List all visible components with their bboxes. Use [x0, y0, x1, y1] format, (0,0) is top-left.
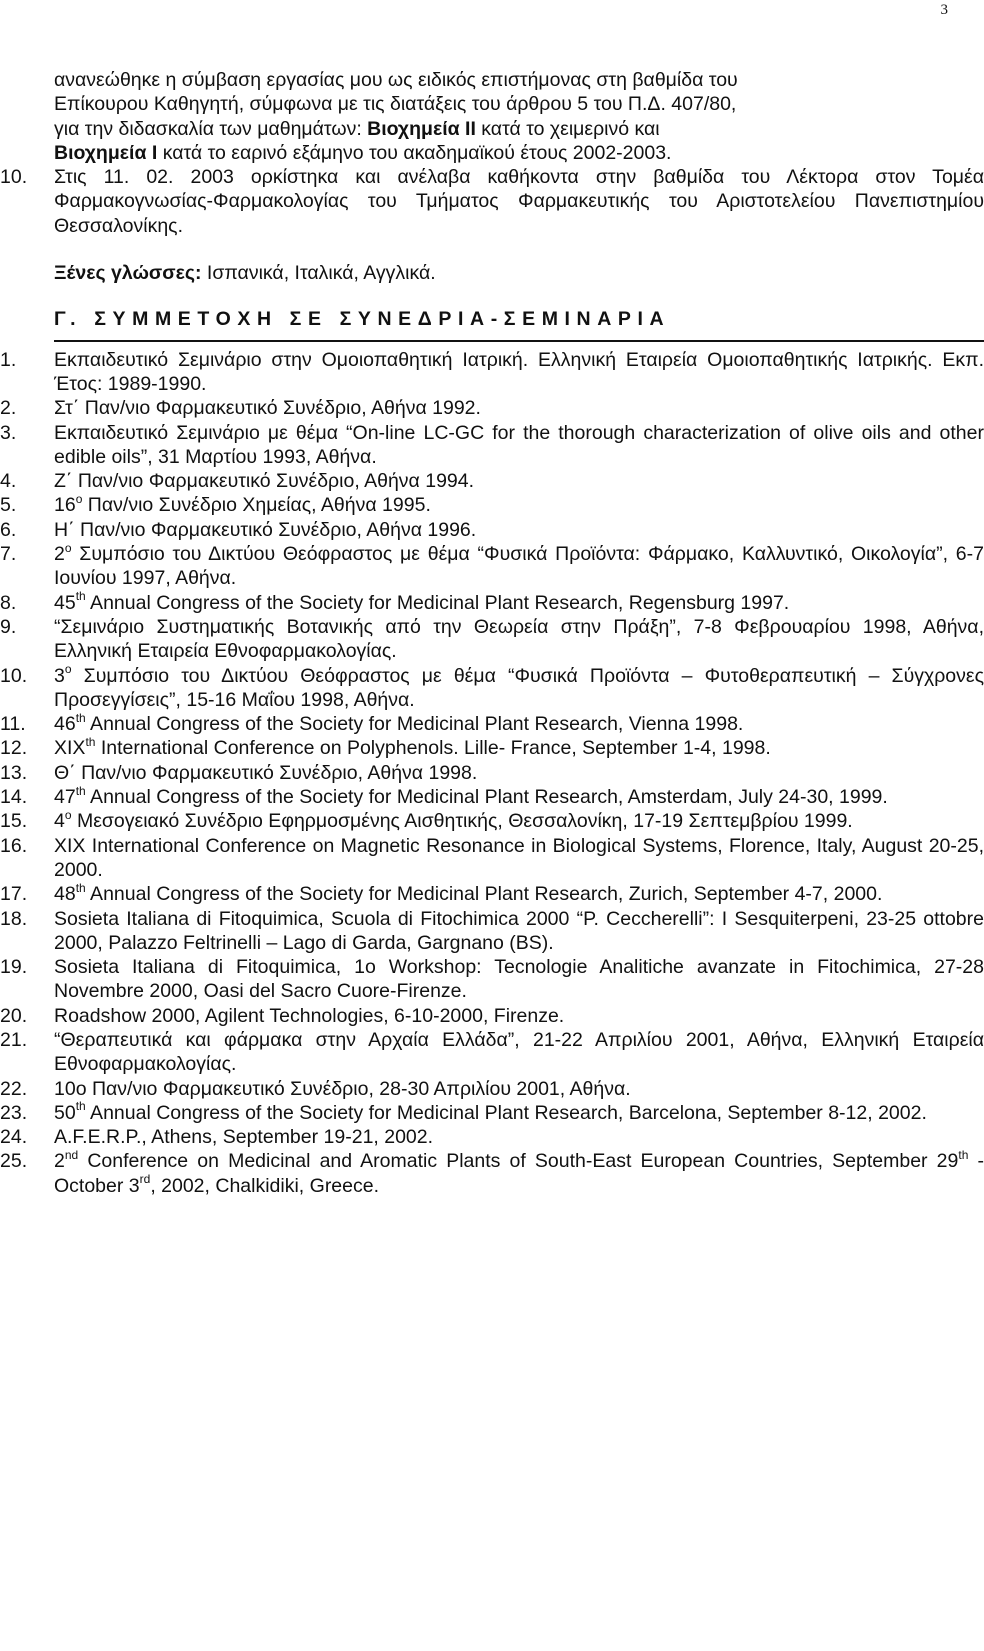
- item-text: Roadshow 2000, Agilent Technologies, 6-10-2000, Firenze.: [54, 1004, 565, 1027]
- career-item-10: [0, 165, 984, 238]
- foreign-languages: [54, 261, 984, 285]
- conference-item: [0, 421, 984, 470]
- item-number: 18.: [0, 907, 28, 930]
- item-text: Sosieta Italiana di Fitoquimica, Scuola di Fitochimica 2000 “P. Ceccherelli”: I Sesquiterpeni, 23-25 ottobre 2000, Palazzo Feltrinelli – Lago di Garda, Gargnano (BS).: [54, 907, 984, 954]
- item-number: 13.: [0, 761, 28, 784]
- item-text: $2^o$ Συμπόσιο του Δικτύου Θεόφραστος με θέμα “Φυσικά Προϊόντα: Φάρμακο, Καλλυντικό, Οικολογία”, 6-7 Ιουνίου 1997, Αθήνα.: [54, 540, 984, 590]
- item-number: 12.: [0, 737, 28, 760]
- document-body: [0, 68, 984, 1198]
- item-text: 10ο Παν/νιο Φαρμακευτικό Συνέδριο, 28-30 Απριλίου 2001, Αθήνα.: [54, 1077, 631, 1100]
- conference-item: [0, 783, 984, 809]
- item-number: 16.: [0, 834, 28, 857]
- ordinal-suffix: ο: [64, 540, 72, 555]
- item-text: “Θεραπευτικά και φάρμακα στην Αρχαία Ελλάδα”, 21-22 Απριλίου 2001, Αθήνα, Ελληνική Εταιρεία Εθνοφαρμακολογίας.: [54, 1028, 984, 1076]
- ordinal-suffix: th: [75, 589, 86, 604]
- conference-item: [0, 761, 984, 785]
- conference-item: [0, 540, 984, 591]
- item-number: 17.: [0, 883, 28, 906]
- item-text: $4^o$ Μεσογειακό Συνέδριο Εφηρμοσμένης Αισθητικής, Θεσσαλονίκη, 17-19 Σεπτεμβρίου 1999.: [54, 807, 853, 833]
- item-number: 7.: [0, 543, 17, 566]
- conference-item: [0, 348, 984, 397]
- intro-line-4: Βιοχημεία Ι κατά το εαρινό εξάμηνο του ακαδημαϊκού έτους 2002-2003.: [54, 141, 672, 164]
- ordinal-suffix: th: [75, 1099, 86, 1114]
- item-number: 2.: [0, 397, 17, 420]
- item-text: Η΄ Παν/νιο Φαρμακευτικό Συνέδριο, Αθήνα 1996.: [54, 518, 477, 541]
- ordinal-suffix: ο: [64, 807, 72, 822]
- ordinal-suffix: ο: [64, 662, 72, 677]
- item-text: 2nd Conference on Medicinal and Aromatic Plants of South-East European Countries, September 29th - October 3rd, 2002, Chalkidiki, Greece.: [54, 1147, 984, 1197]
- item-text: Εκπαιδευτικό Σεμινάριο στην Ομοιοπαθητική Ιατρική. Ελληνική Εταιρεία Ομοιοπαθητικής Ιατρικής. Εκπ. Έτος: 1989-1990.: [54, 348, 984, 395]
- item-number: 24.: [0, 1126, 28, 1149]
- conference-item: [0, 615, 984, 664]
- conference-item: [0, 834, 984, 883]
- conference-item: [0, 469, 984, 493]
- item-number: 25.: [0, 1150, 28, 1173]
- item-text: Sosieta Italiana di Fitoquimica, 1o Workshop: Tecnologie Analitiche avanzate in Fitochimica, 27-28 Novembre 2000, Oasi del Sacro Cuore-Firenze.: [54, 956, 984, 1003]
- item-text: “Σεμινάριο Συστηματικής Βοτανικής από την Θεωρεία στην Πράξη”, 7-8 Φεβρουαρίου 1998, Αθήνα, Ελληνική Εταιρεία Εθνοφαρμακολογίας.: [54, 615, 984, 663]
- item-number: 15.: [0, 810, 28, 833]
- item-number: 23.: [0, 1101, 28, 1124]
- ordinal-suffix: th: [75, 880, 86, 895]
- item-text: 46th Annual Congress of the Society for Medicinal Plant Research, Vienna 1998.: [54, 710, 744, 736]
- item-text: $3^o$ Συμπόσιο του Δικτύου Θεόφραστος με θέμα “Φυσικά Προϊόντα – Φυτοθεραπευτική – Σύγχρονες Προσεγγίσεις”, 15-16 Μαΐου 1998, Αθήνα.: [54, 662, 984, 711]
- item-number: 4.: [0, 470, 17, 493]
- conference-item: [0, 1099, 984, 1125]
- item-text: Εκπαιδευτικό Σεμινάριο με θέμα “On-line LC-GC for the thorough characterization of olive oils and other edible oils”, 31 Μαρτίου 1993, Αθήνα.: [54, 421, 984, 468]
- item-number: 20.: [0, 1004, 28, 1027]
- item-text: Θ΄ Παν/νιο Φαρμακευτικό Συνέδριο, Αθήνα 1998.: [54, 761, 478, 784]
- languages-label: Ξένες γλώσσες:: [54, 262, 202, 285]
- item-text: 47th Annual Congress of the Society for Medicinal Plant Research, Amsterdam, July 24-30, 1999.: [54, 783, 888, 809]
- intro-line-3: για την διδασκαλία των μαθημάτων: Βιοχημεία ΙΙ κατά το χειμερινό και: [54, 117, 660, 140]
- conference-item: [0, 1077, 984, 1101]
- item-number: 14.: [0, 786, 28, 809]
- conference-item: [0, 518, 984, 542]
- languages-value: Ισπανικά, Ιταλικά, Αγγλικά.: [201, 262, 436, 285]
- conference-item: [0, 1028, 984, 1077]
- ordinal-suffix: th: [75, 710, 86, 725]
- conference-item: [0, 807, 984, 833]
- ordinal-suffix: rd: [139, 1172, 151, 1187]
- item-number: 10.: [0, 166, 28, 189]
- conference-item: [0, 662, 984, 713]
- conference-item: [0, 955, 984, 1004]
- conference-item: [0, 734, 984, 760]
- item-number: 21.: [0, 1028, 28, 1051]
- item-text: XIXth International Conference on Polyphenols. Lille- France, September 1-4, 1998.: [54, 734, 771, 760]
- conference-item: [0, 710, 984, 736]
- item-number: 8.: [0, 591, 17, 614]
- page-number: 3: [940, 2, 948, 18]
- item-text: 45th Annual Congress of the Society for Medicinal Plant Research, Regensburg 1997.: [54, 589, 790, 614]
- item-number: 19.: [0, 956, 28, 979]
- conference-item: [0, 880, 984, 906]
- item-text: Στις 11. 02. 2003 ορκίστηκα και ανέλαβα καθήκοντα στην βαθμίδα του Λέκτορα στον Τομέα Φαρμακογνωσίας-Φαρμακολογίας του Τμήματος Φαρμακευτικής του Αριστοτελείου Πανεπιστημίου Θεσσαλονίκης.: [54, 166, 984, 237]
- item-text: 48th Annual Congress of the Society for Medicinal Plant Research, Zurich, September 4-7, 2000.: [54, 880, 883, 906]
- item-text: 50th Annual Congress of the Society for Medicinal Plant Research, Barcelona, September 8-12, 2002.: [54, 1099, 927, 1124]
- item-text: $16^o$ Παν/νιο Συνέδριο Χημείας, Αθήνα 1995.: [54, 491, 431, 517]
- item-text: A.F.E.R.P., Athens, September 19-21, 2002.: [54, 1126, 434, 1149]
- ordinal-suffix: ο: [75, 491, 83, 506]
- ordinal-suffix: nd: [64, 1147, 79, 1162]
- item-text: XIX International Conference on Magnetic Resonance in Biological Systems, Florence, Italy, August 20-25, 2000.: [54, 834, 984, 881]
- ordinal-suffix: th: [85, 734, 96, 749]
- conference-item: [0, 907, 984, 956]
- item-text: Στ΄ Παν/νιο Φαρμακευτικό Συνέδριο, Αθήνα 1992.: [54, 397, 481, 420]
- item-number: 6.: [0, 518, 17, 541]
- section-heading: Γ. ΣΥΜΜΕΤΟΧΗ ΣΕ ΣΥΝΕΔΡΙΑ-ΣΕΜΙΝΑΡΙΑ: [54, 307, 984, 341]
- ordinal-suffix: th: [75, 783, 86, 798]
- item-number: 1.: [0, 348, 17, 371]
- intro-line-2: Επίκουρου Καθηγητή, σύμφωνα με τις διατάξεις του άρθρου 5 του Π.Δ. 407/80,: [54, 93, 737, 116]
- conference-item: [0, 396, 984, 420]
- conference-item: [0, 1147, 984, 1198]
- conference-item: [0, 1004, 984, 1028]
- item-number: 11.: [0, 713, 26, 736]
- item-text: Ζ΄ Παν/νιο Φαρμακευτικό Συνέδριο, Αθήνα 1994.: [54, 470, 475, 493]
- conference-item: [0, 491, 984, 517]
- item-number: 5.: [0, 494, 17, 517]
- conference-list: [0, 348, 984, 1198]
- item-number: 10.: [0, 664, 28, 687]
- conference-item: [0, 1125, 984, 1149]
- item-number: 22.: [0, 1077, 28, 1100]
- item-number: 3.: [0, 421, 17, 444]
- course-biochemistry-1: Βιοχημεία Ι: [54, 141, 158, 164]
- course-biochemistry-2: Βιοχημεία ΙΙ: [367, 117, 476, 140]
- conference-item: [0, 589, 984, 615]
- intro-line-1: ανανεώθηκε η σύμβαση εργασίας μου ως ειδικός επιστήμονας στη βαθμίδα του: [54, 69, 738, 91]
- ordinal-suffix: th: [958, 1147, 969, 1162]
- item-number: 9.: [0, 615, 17, 638]
